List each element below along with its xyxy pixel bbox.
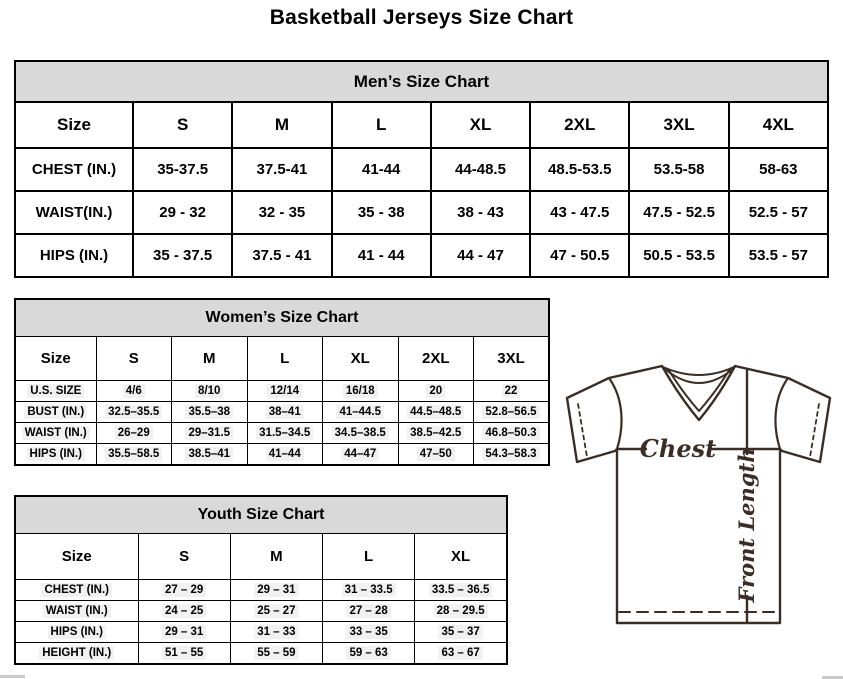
table-cell: 8/10 [195,384,223,398]
table-cell: 52.5 - 57 [729,191,828,234]
table-cell: 24 – 25 [162,604,206,618]
column-header: L [332,102,431,148]
column-header: 4XL [729,102,828,148]
table-cell: 27 – 28 [346,604,390,618]
table-cell: 29 – 31 [162,625,206,639]
table-cell: 43 - 47.5 [530,191,629,234]
table-cell: 27 – 29 [162,583,206,597]
table-cell: 35.5–38 [185,405,233,419]
table-cell: 52.8–56.5 [482,405,539,419]
table-cell: 35 – 37 [438,625,482,639]
mens-table-header [15,61,828,102]
table-cell: 44.5–48.5 [407,405,464,419]
table-cell: 31 – 33 [254,625,298,639]
column-header: Size [15,337,96,381]
table-cell: 33 – 35 [346,625,390,639]
row-label: WAIST (IN.) [22,426,90,440]
table-cell: 51 – 55 [162,646,206,660]
table-cell: 44-48.5 [431,148,530,191]
womens-size-table [14,298,550,466]
table-row [15,402,549,423]
table-cell: 12/14 [267,384,302,398]
table-cell: 46.8–50.3 [482,426,539,440]
row-label: BUST (IN.) [24,405,87,419]
table-cell: 32 - 35 [232,191,331,234]
front-length-label: Front Length [734,447,759,603]
column-header: XL [431,102,530,148]
column-header: Size [15,102,133,148]
table-cell: 33.5 – 36.5 [429,583,493,597]
jersey-diagram [553,356,843,628]
table-cell: 53.5-58 [629,148,728,191]
table-cell: 38.5–42.5 [407,426,464,440]
table-row [15,643,507,665]
table-cell: 53.5 - 57 [729,234,828,277]
page-title: Basketball Jerseys Size Chart [269,6,574,29]
column-header: 2XL [530,102,629,148]
table-row [15,601,507,622]
table-cell: 38.5–41 [185,447,233,461]
table-cell: 37.5 - 41 [232,234,331,277]
column-header: Size [15,534,138,580]
column-header: 3XL [474,337,550,381]
table-cell: 55 – 59 [254,646,298,660]
table-cell: 26–29 [115,426,153,440]
youth-table-title: Youth Size Chart [15,496,507,534]
row-label: HIPS (IN.) [15,234,133,277]
table-cell: 35-37.5 [133,148,232,191]
table-cell: 22 [502,384,521,398]
table-cell: 25 – 27 [254,604,298,618]
chest-label: Chest [639,434,717,463]
table-row [15,381,549,402]
column-header: S [138,534,230,580]
table-row [15,580,507,601]
column-header: S [96,337,172,381]
column-header: 3XL [629,102,728,148]
table-row [15,622,507,643]
table-cell: 32.5–35.5 [105,405,162,419]
table-cell: 48.5-53.5 [530,148,629,191]
table-cell: 31 – 33.5 [342,583,396,597]
womens-table-header [15,299,549,337]
table-row [15,423,549,444]
table-cell: 38–41 [266,405,304,419]
table-cell: 29 – 31 [254,583,298,597]
row-label: WAIST(IN.) [15,191,133,234]
table-row [15,444,549,466]
mens-table-title: Men’s Size Chart [15,61,828,102]
table-cell: 44–47 [341,447,379,461]
table-cell: 35 - 37.5 [133,234,232,277]
row-label: HEIGHT (IN.) [39,646,114,660]
column-header: M [232,102,331,148]
womens-table-title: Women’s Size Chart [15,299,549,337]
row-label: CHEST (IN.) [15,148,133,191]
youth-size-table [14,495,508,665]
collar-back-arc-1 [663,367,734,375]
table-cell: 47.5 - 52.5 [629,191,728,234]
table-row [15,148,828,191]
table-cell: 31.5–34.5 [256,426,313,440]
table-cell: 29–31.5 [185,426,233,440]
table-cell: 37.5-41 [232,148,331,191]
table-cell: 4/6 [123,384,145,398]
table-cell: 54.3–58.3 [482,447,539,461]
youth-table-header [15,496,507,534]
table-cell: 16/18 [343,384,378,398]
table-cell: 58-63 [729,148,828,191]
table-cell: 41 - 44 [332,234,431,277]
table-cell: 59 – 63 [346,646,390,660]
table-cell: 28 – 29.5 [434,604,488,618]
row-label: CHEST (IN.) [41,583,112,597]
column-header: L [323,534,415,580]
row-label: HIPS (IN.) [48,625,106,639]
table-row [15,234,828,277]
column-header: S [133,102,232,148]
row-label: U.S. SIZE [27,384,84,398]
table-cell: 50.5 - 53.5 [629,234,728,277]
womens-size-row [15,337,549,381]
row-label: HIPS (IN.) [27,447,85,461]
table-cell: 34.5–38.5 [332,426,389,440]
column-header: M [230,534,322,580]
column-header: 2XL [398,337,474,381]
column-header: L [247,337,323,381]
row-label: WAIST (IN.) [43,604,111,618]
table-cell: 63 – 67 [438,646,482,660]
table-cell: 41-44 [332,148,431,191]
table-cell: 35.5–58.5 [105,447,162,461]
youth-size-row [15,534,507,580]
column-header: XL [415,534,507,580]
table-cell: 20 [426,384,445,398]
mens-size-row [15,102,828,148]
table-cell: 47 - 50.5 [530,234,629,277]
column-header: M [172,337,248,381]
bottom-left-fragment [0,675,25,678]
jersey-outline [567,366,830,623]
table-cell: 41–44.5 [336,405,384,419]
table-cell: 47–50 [417,447,455,461]
mens-size-table [14,60,829,278]
table-cell: 44 - 47 [431,234,530,277]
table-cell: 38 - 43 [431,191,530,234]
table-cell: 35 - 38 [332,191,431,234]
column-header: XL [323,337,399,381]
table-row [15,191,828,234]
table-cell: 29 - 32 [133,191,232,234]
table-cell: 41–44 [266,447,304,461]
